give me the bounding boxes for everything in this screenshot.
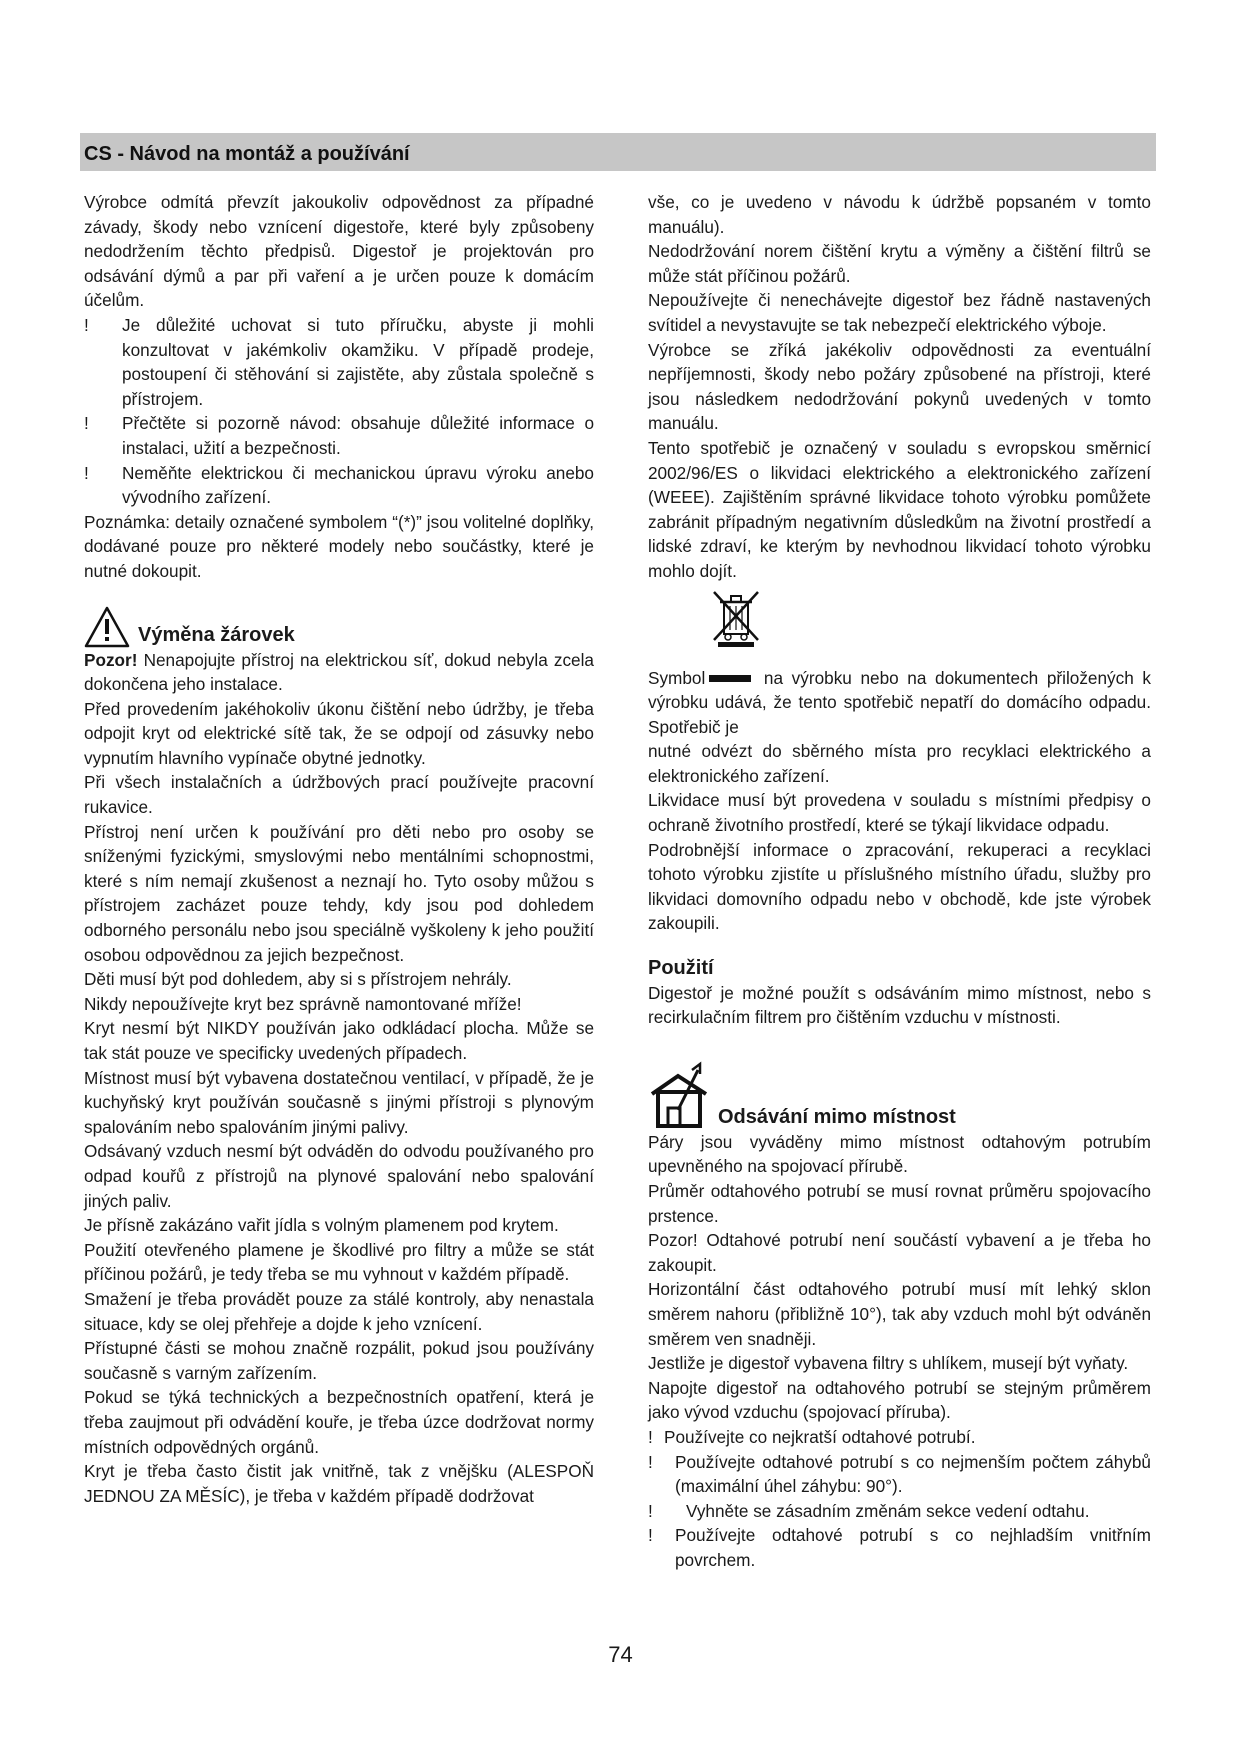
exclamation-mark: ! <box>84 314 89 335</box>
symbol-text: na výrobku nebo na dokumentech přiložených k výrobku udává, že tento spotřebič nepatří do domácího odpadu. Spotřebič je <box>648 667 1151 737</box>
paragraph: Likvidace musí být provedena v souladu s místními předpisy o ochraně životního prostředí, které se týkají likvidace odpadu. <box>648 790 1151 836</box>
list-item <box>648 1425 1151 1450</box>
use-paragraph: Digestoř je možné použít s odsáváním mimo místnost, nebo s recirkulačním filtrem pro čištěním vzduchu v místnosti. <box>648 982 1151 1028</box>
list-item <box>648 1499 1151 1524</box>
crossed-bin-icon <box>710 590 762 648</box>
lamp-section-heading <box>84 606 594 648</box>
pozor-label: Pozor! <box>84 649 138 670</box>
paragraph: Pozor! Odtahové potrubí není součástí vybavení a je třeba ho zakoupit. <box>648 1230 1151 1275</box>
paragraph: Výrobce se zříká jakékoliv odpovědnosti za eventuální nepříjemnosti, škody nebo požáry způsobené na přístroji, které jsou následkem nedodržování pokynů uvedených v tomto manuálu. <box>648 339 1151 434</box>
list-item <box>84 411 594 460</box>
page-title: CS - Návod na montáž a používání <box>84 143 410 165</box>
paragraph: Při všech instalačních a údržbových prací používejte pracovní rukavice. <box>84 772 594 818</box>
paragraph: Děti musí být pod dohledem, aby si s přístrojem nehrály. <box>84 969 512 990</box>
list-item <box>84 313 594 411</box>
section-header-bar <box>80 133 1156 171</box>
exhaust-section-title: Odsávání mimo místnost <box>718 1106 956 1129</box>
exclamation-mark: ! <box>84 413 89 434</box>
symbol-paragraph <box>648 666 1151 740</box>
symbol-label: Symbol <box>648 667 706 688</box>
note-paragraph: Poznámka: detaily označené symbolem “(*)” jsou volitelné doplňky, dodávané pouze pro některé modely nebo součástky, které je nutné dokoupit. <box>84 511 594 581</box>
paragraph: Odsávaný vzduch nesmí být odváděn do odvodu používaného pro odpad kouřů z přístrojů na plynové spalování nebo spalování jiných paliv. <box>84 1141 594 1211</box>
right-column <box>648 190 1151 1573</box>
house-exhaust-icon <box>648 1060 712 1130</box>
intro-paragraph: Výrobce odmítá převzít jakoukoliv odpovědnost za případné závady, škody nebo vznícení digestoře, které byly způsobeny nedodržením těchto předpisů. Digestoř je projektován pro odsávání dýmů a par při vaření a je určen pouze k domácím účelům. <box>84 192 594 311</box>
paragraph: Tento spotřebič je označený v souladu s evropskou směrnicí 2002/96/ES o likvidaci elektrického a elektronického zařízení (WEEE). Zajištěním správné likvidace tohoto výrobku pomůžete zabránit případným negativním důsledkům na životní prostředí a lidské zdraví, ke kterým by nevhodnou likvidací tohoto výrobku mohlo dojít. <box>648 437 1151 581</box>
exclamation-mark: ! <box>648 1426 653 1447</box>
exclamation-mark: ! <box>84 462 89 483</box>
paragraph: vše, co je uvedeno v návodu k údržbě popsaném v tomto manuálu). <box>648 192 1151 237</box>
page-number: 74 <box>608 1642 633 1667</box>
paragraph: Místnost musí být vybavena dostatečnou ventilací, v případě, že je kuchyňský kryt používán současně s jinými přístroji s plynovým spalováním nebo spalováním jinými palivy. <box>84 1067 594 1137</box>
paragraph: Nedodržování norem čištění krytu a výměny a čištění filtrů se může stát příčinou požárů. <box>648 241 1151 286</box>
list-item-text: Neměňte elektrickou či mechanickou úpravu výroku anebo vývodního zařízení. <box>122 462 594 508</box>
paragraph: Napojte digestoř na odtahového potrubí se stejným průměrem jako vývod vzduchu (spojovací příruba). <box>648 1377 1151 1423</box>
weee-symbol-container <box>648 590 1151 650</box>
pozor-text: Nenapojujte přístroj na elektrickou síť, dokud nebyla zcela dokončena jeho instalace. <box>84 649 594 695</box>
list-item <box>84 461 594 510</box>
paragraph: Kryt nesmí být NIKDY používán jako odkládací plocha. Může se tak stát pouze ve specificky uvedených případech. <box>84 1018 594 1063</box>
warning-triangle-icon <box>84 606 130 648</box>
paragraph: Jestliže je digestoř vybavena filtry s uhlíkem, musejí být vyňaty. <box>648 1353 1129 1374</box>
exclamation-mark: ! <box>648 1525 653 1546</box>
left-column <box>84 190 594 1508</box>
paragraph: Kryt je třeba často čistit jak vnitřně, tak z vnějšku (ALESPOŇ JEDNOU ZA MĚSÍC), je třeba v každém případě dodržovat <box>84 1461 594 1506</box>
paragraph: Před provedením jakéhokoliv úkonu čištění nebo údržby, je třeba odpojit kryt od elektrické sítě tak, že se odpojí od zásuvky nebo vypnutím hlavního vypínače obytné jednotky. <box>84 698 594 768</box>
list-item <box>648 1523 1151 1572</box>
paragraph: Smažení je třeba provádět pouze za stálé kontroly, aby nenastala situace, kdy se olej přehřeje a dojde k jeho vznícení. <box>84 1288 594 1334</box>
exclamation-mark: ! <box>648 1500 653 1521</box>
paragraph: nutné odvézt do sběrného místa pro recyklaci elektrického a elektronického zařízení. <box>648 741 1151 786</box>
use-section-title: Použití <box>648 957 714 980</box>
paragraph: Nepoužívejte či nenechávejte digestoř bez řádně nastavených svítidel a nevystavujte se tak nebezpečí elektrického výboje. <box>648 290 1151 335</box>
list-item <box>648 1450 1151 1499</box>
list-item-text: Vyhněte se zásadním změnám sekce vedení odtahu. <box>686 1500 1090 1521</box>
paragraph: Průměr odtahového potrubí se musí rovnat průměru spojovacího prstence. <box>648 1181 1151 1226</box>
paragraph: Pokud se týká technických a bezpečnostních opatření, která je třeba zaujmout při odvádění kouře, je třeba úzce dodržovat normy místních odpovědných orgánů. <box>84 1387 594 1457</box>
list-item-text: Používejte odtahové potrubí s co nejmenším počtem záhybů (maximální úhel záhybu: 90°). <box>675 1451 1151 1497</box>
paragraph: Páry jsou vyváděny mimo místnost odtahovým potrubím upevněného na spojovací přírubě. <box>648 1131 1151 1177</box>
list-item-text: Používejte co nejkratší odtahové potrubí. <box>664 1426 976 1447</box>
paragraph: Horizontální část odtahového potrubí musí mít lehký sklon směrem nahoru (přibližně 10°), tak aby vzduch mohl být odváněn směrem ven snadněji. <box>648 1279 1151 1349</box>
paragraph: Podrobnější informace o zpracování, rekuperaci a recyklaci tohoto výrobku zjistíte u příslušného místního úřadu, služby pro likvidaci domovního odpadu nebo v obchodě, kde jste výrobek zakoupili. <box>648 839 1151 934</box>
paragraph: Přístupné části se mohou značně rozpálit, pokud jsou používány současně s varným zařízením. <box>84 1338 594 1383</box>
pozor-paragraph <box>84 648 594 697</box>
paragraph: Je přísně zakázáno vařit jídla s volným plamenem pod krytem. <box>84 1215 559 1236</box>
list-item-text: Je důležité uchovat si tuto příručku, abyste ji mohli konzultovat v jakémkoliv okamžiku. V případě prodeje, postoupení či stěhování si zajistěte, aby zůstala společně s přístrojem. <box>122 314 594 409</box>
list-item-text: Přečtěte si pozorně návod: obsahuje důležité informace o instalaci, užití a bezpečnosti. <box>122 413 594 458</box>
lamp-section-title: Výměna žárovek <box>138 623 295 646</box>
list-item-text: Používejte odtahové potrubí s co nejhladším vnitřním povrchem. <box>675 1525 1151 1570</box>
exclamation-mark: ! <box>648 1451 653 1472</box>
weee-bar-icon <box>709 675 751 682</box>
paragraph: Přístroj není určen k používání pro děti nebo pro osoby se sníženými fyzickými, smyslovými nebo mentálními schopnostmi, které s ním nemají zkušenost a neznají ho. Tyto osoby můžou s přístrojem zacházet pouze tehdy, kdy jsou pod dohledem odborného personálu nebo jsou speciálně vyškoleny k jeho použití osobou odpovědnou za jejich bezpečnost. <box>84 821 594 965</box>
exhaust-section-heading <box>648 1060 1151 1130</box>
paragraph: Nikdy nepoužívejte kryt bez správně namontované mříže! <box>84 993 522 1014</box>
paragraph: Použití otevřeného plamene je škodlivé pro filtry a může se stát příčinou požárů, je tedy třeba se mu vyhnout v každém případě. <box>84 1239 594 1285</box>
